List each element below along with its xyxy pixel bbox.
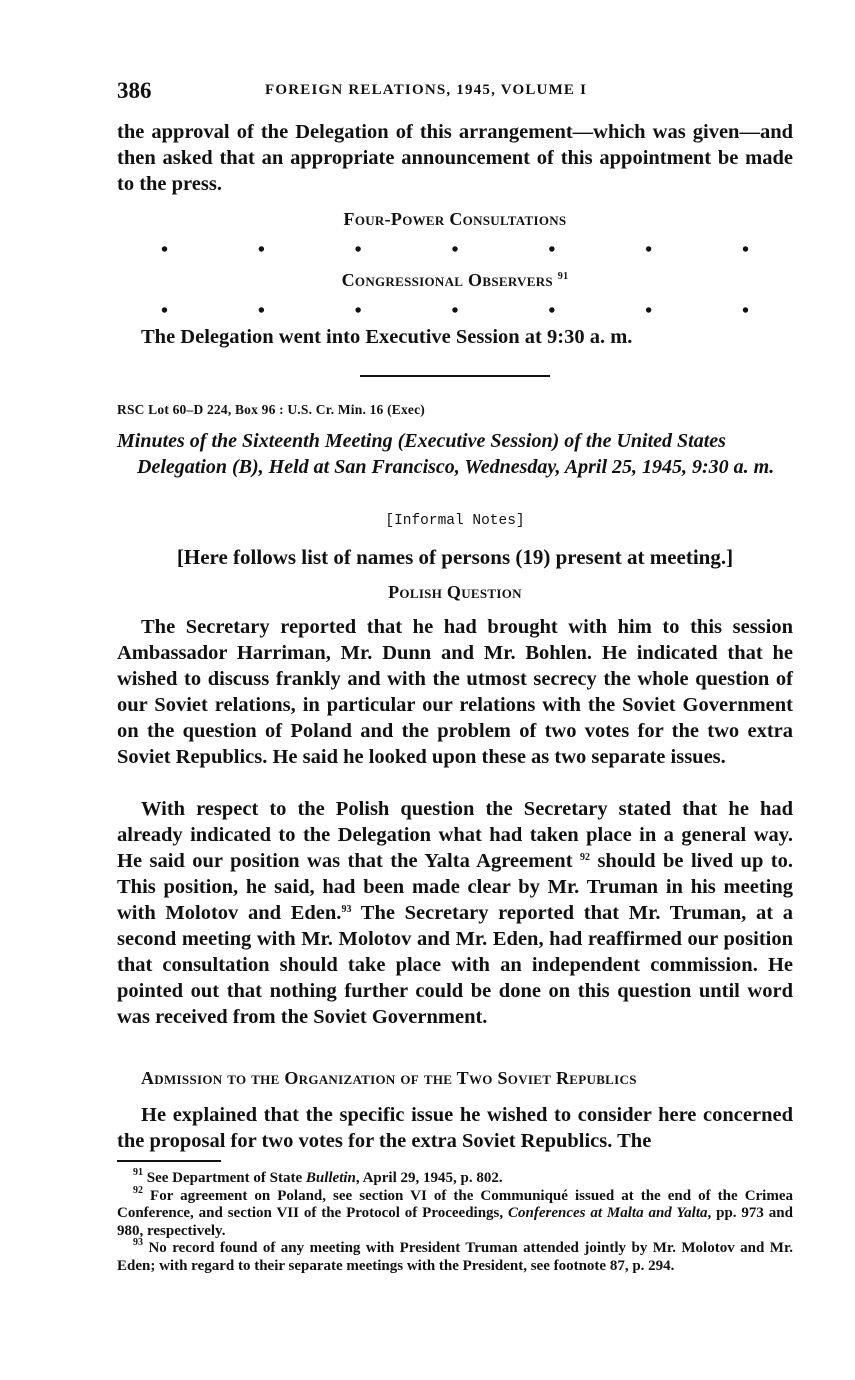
- ellipsis-dot: •: [354, 300, 362, 322]
- ellipsis-dot: •: [451, 239, 459, 261]
- document-title: Minutes of the Sixteenth Meeting (Executive Session) of the United States Delegation (B), Held at San Francisco, Wednesday, April 25, 1945, 9:30 a. m.: [117, 430, 775, 478]
- paragraph-text: The Secretary reported that Mr. Truman, at a second meeting with Mr. Molotov and Mr. Eden, had reaffirmed our position that consultation should take place with an independent commission. He pointed out that nothing further could be done on this question until word was received from the Soviet Government.: [117, 902, 793, 1028]
- running-header: [117, 78, 793, 108]
- footnote-italic-title: Bulletin: [305, 1170, 356, 1186]
- paragraph-polish-question: [117, 796, 793, 1030]
- footnote-number: 91: [133, 1167, 143, 1178]
- footnotes: [117, 1167, 794, 1275]
- heading-congressional-observers: [117, 270, 793, 291]
- heading-four-power-consultations: Four-Power Consultations: [343, 209, 567, 229]
- section-divider: [360, 375, 550, 377]
- ellipsis-dot: •: [741, 239, 749, 261]
- ellipsis-dot: •: [645, 239, 653, 261]
- page-number: 386: [117, 78, 152, 103]
- informal-notes-label: [Informal Notes]: [385, 513, 525, 529]
- attendance-note: [Here follows list of names of persons (19) present at meeting.]: [176, 545, 734, 569]
- footnote-text: See Department of State: [146, 1170, 306, 1186]
- paragraph-secretary-report: The Secretary reported that he had brought with him to this session Ambassador Harriman, Mr. Dunn and Mr. Bohlen. He indicated that he wished to discuss frankly and with the utmost secrecy the whole question of our Soviet relations, in particular our relations with the Soviet Government on the question of Poland and the problem of two votes for the two extra Soviet Republics. He said he looked upon these as two separate issues.: [117, 616, 793, 768]
- footnote-rule: [117, 1160, 221, 1162]
- paragraph-text: With respect to the Polish question the Secretary stated that he had already indicated to the Delegation what had taken place in a general way. He said our position was that the Yalta Agreement: [117, 798, 793, 872]
- ellipsis-dot: •: [354, 239, 362, 261]
- ellipsis-dot: •: [257, 239, 265, 261]
- executive-session-line: The Delegation went into Executive Session at 9:30 a. m.: [141, 326, 633, 348]
- heading-polish-question: Polish Question: [388, 582, 522, 602]
- ellipsis-dot: •: [741, 300, 749, 322]
- ellipsis-dot: •: [451, 300, 459, 322]
- footnote-number: 92: [133, 1184, 143, 1196]
- heading-admission-soviet-republics: Admission to the Organization of the Two Soviet Republics: [141, 1068, 637, 1088]
- footnote-ref-91: 91: [557, 271, 569, 282]
- footnote-93: [117, 1237, 793, 1275]
- footnote-number: 93: [133, 1237, 143, 1248]
- ellipsis-dot: •: [257, 300, 265, 322]
- footnote-ref-92: 92: [579, 852, 590, 863]
- ellipsis-row: [117, 301, 793, 321]
- ellipsis-dot: •: [548, 239, 556, 261]
- footnote-92: [117, 1184, 794, 1241]
- footnote-text: , April 29, 1945, p. 802.: [355, 1170, 503, 1186]
- paragraph-text: should be lived up to. This position, he said, had been made clear by Mr. Truman in his meeting with Molotov and Eden.: [117, 850, 793, 924]
- ellipsis-dot: •: [548, 300, 556, 322]
- paragraph-two-votes: He explained that the specific issue he wished to consider here concerned the proposal for two votes for the extra Soviet Republics. The: [117, 1104, 793, 1152]
- ellipsis-row: [117, 240, 793, 260]
- source-citation: RSC Lot 60–D 224, Box 96 : U.S. Cr. Min. 16 (Exec): [117, 402, 425, 417]
- ellipsis-dot: •: [161, 239, 169, 261]
- footnote-ref-93: 93: [341, 904, 352, 915]
- running-title: FOREIGN RELATIONS, 1945, VOLUME I: [265, 82, 588, 98]
- ellipsis-dot: •: [645, 300, 653, 322]
- footnote-text: For agreement on Poland, see section VI of the Communiqué issued at the end of the Crimea Conference, and section VII of the Protocol of Proceedings,: [117, 1187, 794, 1221]
- heading-text: Congressional Observers: [341, 270, 553, 290]
- footnote-italic-title: Conferences at Malta and Yalta: [508, 1205, 708, 1221]
- footnote-text: , pp. 973 and 980, respectively.: [117, 1205, 793, 1239]
- footnote-91: [117, 1167, 793, 1188]
- footnote-text: No record found of any meeting with President Truman attended jointly by Mr. Molotov and Mr. Eden; with regard to their separate meetings with the President, see footnote 87, p. 294.: [117, 1240, 793, 1274]
- intro-paragraph: the approval of the Delegation of this arrangement—which was given—and then asked that an appropriate announcement of this appointment be made to the press.: [117, 121, 793, 195]
- ellipsis-dot: •: [161, 300, 169, 322]
